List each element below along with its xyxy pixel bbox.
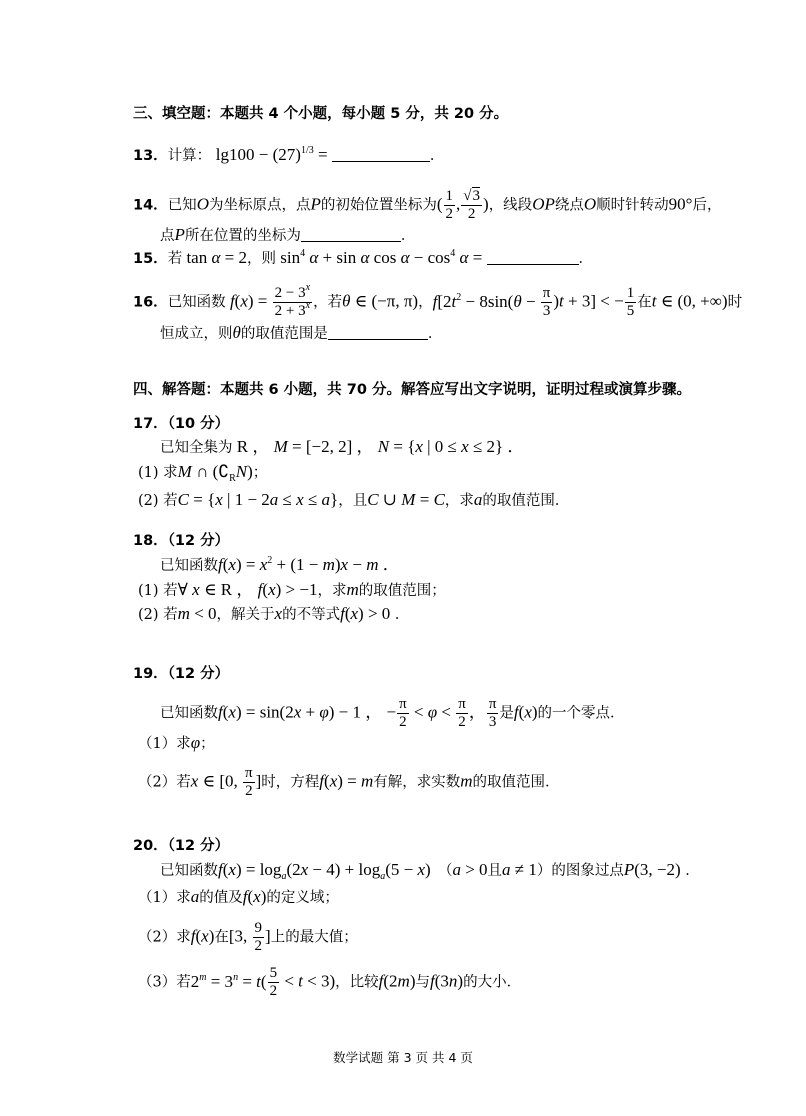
- question-15: 15．若 tan α = 2，则 $\sin^4 \alpha + \sin \alpha$ $\cos \alpha - \cos^4 \alpha$ = ．: [133, 248, 594, 267]
- q16-text-f: 恒成立，则: [160, 326, 233, 342]
- q19-part1: （1）求φ；: [138, 733, 215, 752]
- q20-part2: （2）求f(x)在[3, $\frac{9}{2}$ ]上的最大值；: [138, 920, 358, 954]
- q14-text-b: 为坐标原点，点: [208, 197, 311, 214]
- q19-stem: 已知函数f(x) = sin(2x + φ) − 1 ， − $\frac{\pi}{2}$ < φ < $\frac{\pi}{2}$ ， $\frac{\pi}{3}$ 是f(x)的一个零点．: [160, 696, 625, 730]
- q14-point-o: O: [196, 194, 209, 214]
- question-16-line1: 16．已知函数 f(x) = $\frac{2 - 3^x}{2 + 3^x}$ ，若θ ∈ (−π, π)，$f[2t^2 - 8\sin(\theta$ − $\frac{\pi}{3}$ )t + 3] < − $\frac{1}{5}$ 在t ∈ (0, +∞)时: [133, 282, 743, 319]
- q14-text-f: 顺时针转动: [596, 197, 669, 214]
- q15-answer-blank: [487, 248, 579, 265]
- q14-fraction-half: $\frac{1}{2}$: [445, 188, 454, 222]
- q13-expression: $\lg 100 - (27)^{1/3}$ =: [215, 145, 332, 164]
- q14-text-i: 所在位置的坐标为: [184, 228, 301, 244]
- q20-stem: 已知函数$f(x) = \log_a(2x - 4) + \log_a(5 - x)$ （a > 0且a ≠ 1）的图象过点P(3, −2) ．: [160, 860, 700, 882]
- q16-answer-blank: [328, 323, 428, 340]
- q17-part2: (2) 若C = {x | 1 − 2a ≤ x ≤ a}，且C ∪ M = C，求a的取值范围．: [138, 490, 570, 509]
- q19-heading: 19．（12 分）: [133, 666, 230, 682]
- q19-part2: （2）若x ∈ [0, $\frac{\pi}{2}$ ]时，方程f(x) = m有解，求实数m的取值范围．: [138, 765, 560, 799]
- q15-number: 15．: [133, 251, 168, 267]
- q13-number: 13．: [133, 148, 168, 164]
- q16-text-a: 已知函数: [167, 294, 226, 311]
- q17-heading: 17．（10 分）: [133, 416, 230, 432]
- q18-stem: 已知函数$f(x) = x^2 + (1 - m)x - m$ ．: [160, 555, 400, 574]
- q16-function-fraction: $\frac{2 - 3^x}{2 + 3^x}$: [274, 282, 311, 319]
- q15-text-a: 若: [167, 251, 183, 267]
- section4-header: 四、解答题：本题共 6 小题，共 70 分。解答应写出文字说明，证明过程或演算步骤。: [133, 382, 691, 398]
- question-14-line1: 14．已知O为坐标原点，点P的初始位置坐标为( $\frac{1}{2}$ , $\frac{√3}{2}$ )，线段OP绕点O顺时针转动90°后，: [133, 188, 722, 222]
- q16-text-b: ，若: [313, 294, 343, 311]
- q16-text-c: ，: [418, 294, 433, 311]
- q14-fraction-root3-half: $\frac{√3}{2}$: [463, 188, 481, 222]
- q18-part1: (1) 若∀ x ∈ R ， f(x) > −1，求m的取值范围；: [138, 580, 446, 599]
- q17-stem: 已知全集为 R ， M = [−2, 2] ， N = {x | 0 ≤ x ≤ 2} ．: [160, 437, 525, 456]
- question-14-line2: 点P所在位置的坐标为 ．: [160, 225, 416, 244]
- q14-text-g: 后，: [692, 197, 722, 214]
- q14-text-e: 绕点: [554, 197, 584, 214]
- section3-header: 三、填空题：本题共 4 个小题，每小题 5 分，共 20 分。: [133, 106, 509, 122]
- q20-part1: （1）求a的值及f(x)的定义域；: [138, 887, 339, 906]
- q14-text-d: ，线段: [488, 197, 533, 214]
- q17-part1: (1) 求M ∩ $(∁_RN)$；: [138, 462, 268, 484]
- q14-text-c: 的初始位置坐标为: [320, 197, 437, 214]
- q14-number: 14．: [133, 197, 168, 214]
- q20-heading: 20．（12 分）: [133, 838, 230, 854]
- q16-text-g: 的取值范围是: [240, 326, 328, 342]
- q18-heading: 18．（12 分）: [133, 533, 230, 549]
- q14-text-a: 已知: [167, 197, 197, 214]
- q20-part3: （3）若$2^m = 3^n = t$( $\frac{5}{2}$ < t < 3)，比较f(2m)与f(3n)的大小．: [138, 965, 522, 999]
- q14-point-p: P: [310, 194, 321, 214]
- q18-part2: (2) 若m < 0，解关于x的不等式f(x) > 0 ．: [138, 604, 410, 623]
- q14-answer-blank: [301, 225, 401, 242]
- question-16-line2: 恒成立，则θ的取值范围是 ．: [160, 323, 443, 342]
- q13-answer-blank: [332, 145, 430, 162]
- q16-text-d: 在: [637, 294, 652, 311]
- q16-number: 16．: [133, 294, 168, 311]
- q13-text: 计算：: [167, 148, 212, 164]
- q16-text-e: 时: [727, 294, 743, 311]
- q15-text-b: ，则: [247, 251, 276, 267]
- question-13: 13．计算： $\lg 100 - (27)^{1/3}$ = ．: [133, 145, 445, 164]
- page-footer: 数学试题 第 3 页 共 4 页: [333, 1050, 473, 1065]
- q14-text-h: 点: [160, 228, 175, 244]
